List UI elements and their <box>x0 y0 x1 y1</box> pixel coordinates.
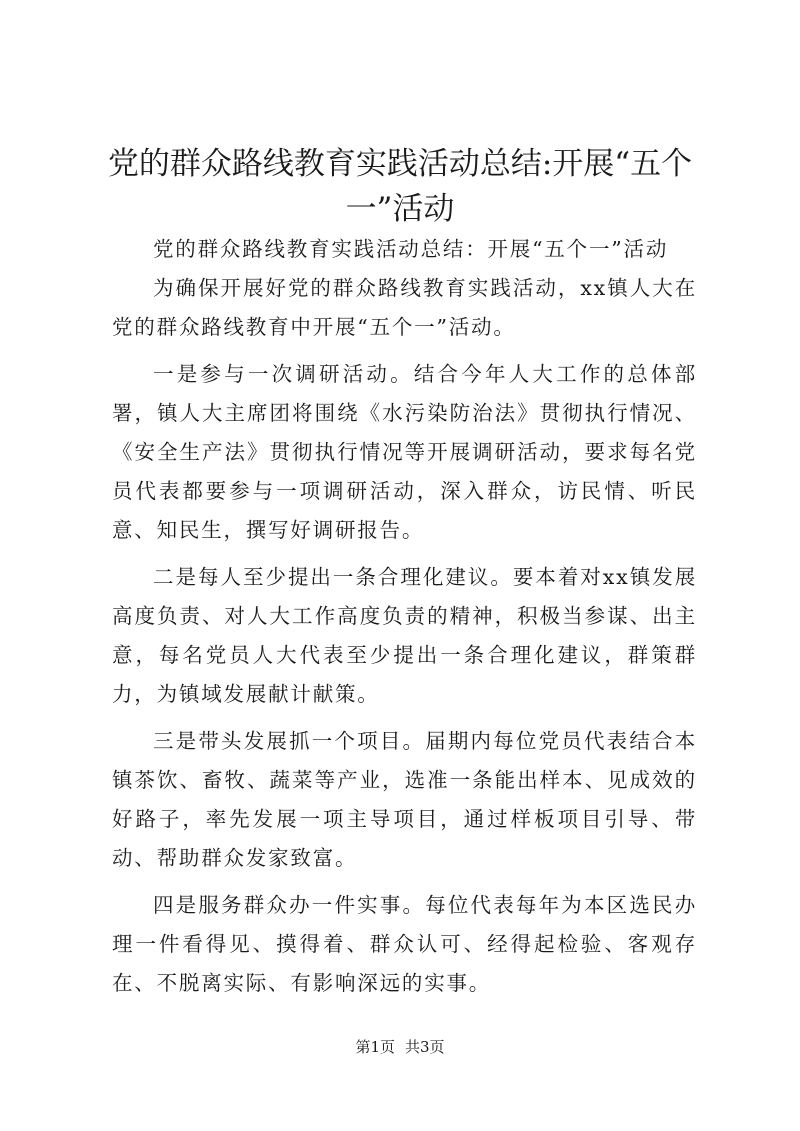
paragraph-item-4: 四是服务群众办一件实事。每位代表每年为本区选民办理一件看得见、摸得着、群众认可、经得起检验、客观存在、不脱离实际、有影响深远的实事。 <box>112 893 697 995</box>
page-total: 共3页 <box>405 1038 445 1056</box>
paragraph-item-3: 三是带头发展抓一个项目。届期内每位党员代表结合本镇茶饮、畜牧、蔬菜等产业，选准一条能出样本、见成效的好路子，率先发展一项主导项目，通过样板项目引导、带动、帮助群众发家致富。 <box>112 729 697 870</box>
page-footer <box>0 1037 800 1057</box>
page-number: 第1页 <box>355 1038 395 1056</box>
paragraph-subtitle: 党的群众路线教育实践活动总结：开展“五个一”活动 <box>153 237 669 261</box>
paragraph-item-1: 一是参与一次调研活动。结合今年人大工作的总体部署，镇人大主席团将围绕《水污染防治法》贯彻执行情况、《安全生产法》贯彻执行情况等开展调研活动，要求每名党员代表都要参与一项调研活动，深入群众，访民情、听民意、知民生，撰写好调研报告。 <box>112 362 697 542</box>
document-title: 党的群众路线教育实践活动总结:开展“五个一”活动 <box>107 146 693 227</box>
document-body <box>112 230 697 1003</box>
paragraph-item-2: 二是每人至少提出一条合理化建议。要本着对xx镇发展高度负责、对人大工作高度负责的精神，积极当参谋、出主意，每名党员人大代表至少提出一条合理化建议，群策群力，为镇域发展献计献策。 <box>112 565 697 706</box>
paragraph-intro: 为确保开展好党的群众路线教育实践活动，xx镇人大在党的群众路线教育中开展“五个一”活动。 <box>112 276 697 339</box>
